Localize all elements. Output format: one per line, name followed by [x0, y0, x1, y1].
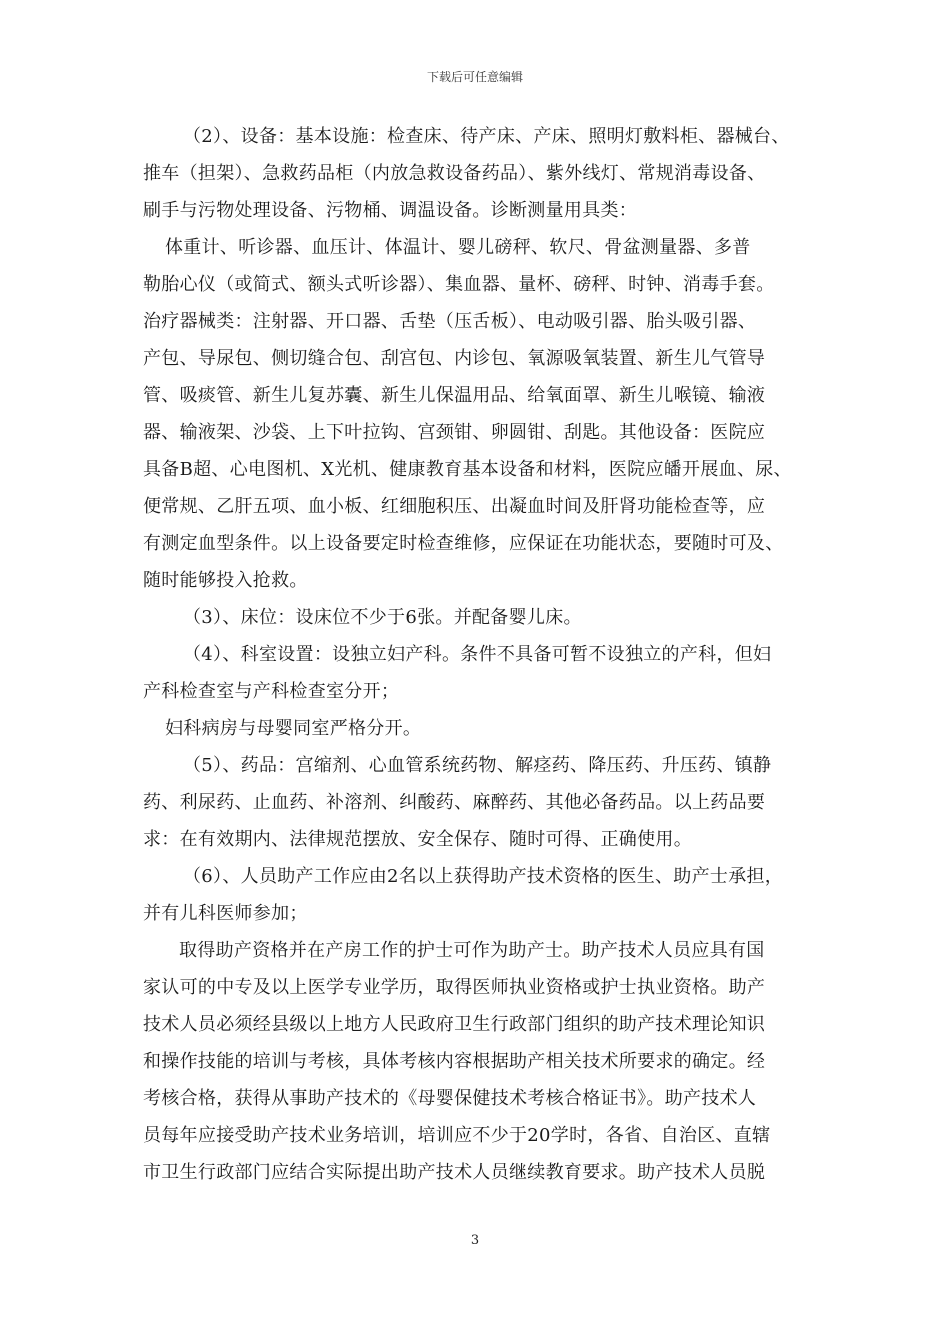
paragraph-line: 考核合格，获得从事助产技术的《母婴保健技术考核合格证书》。助产技术人: [143, 1088, 757, 1109]
paragraph-line: 体重计、听诊器、血压计、体温计、婴儿磅秤、软尺、骨盆测量器、多普: [165, 237, 751, 258]
paragraph-line: 求：在有效期内、法律规范摆放、安全保存、随时可得、正确使用。: [143, 829, 692, 850]
paragraph-line: 有测定血型条件。以上设备要定时检查维修，应保证在功能状态，要随时可及、: [143, 533, 784, 554]
header-note: 下载后可任意编辑: [426, 70, 523, 84]
paragraph-line: 推车（担架）、急救药品柜（内放急救设备药品）、紫外线灯、常规消毒设备、: [143, 163, 766, 184]
paragraph-line: （3）、床位：设床位不少于6张。并配备婴儿床。: [183, 607, 582, 628]
page-number: 3: [470, 1233, 480, 1248]
paragraph-line: 并有儿科医师参加；: [143, 903, 308, 924]
paragraph-line: （5）、药品：宫缩剂、心血管系统药物、解痉药、降压药、升压药、镇静: [183, 755, 772, 776]
paragraph-line: 产包、导尿包、侧切缝合包、刮宫包、内诊包、氧源吸氧装置、新生儿气管导: [143, 348, 766, 369]
paragraph-line: 随时能够投入抢救。: [143, 570, 308, 591]
paragraph-line: （6）、人员助产工作应由2名以上获得助产技术资格的医生、助产士承担，: [183, 866, 784, 887]
paragraph-line: 市卫生行政部门应结合实际提出助产技术人员继续教育要求。助产技术人员脱: [143, 1162, 766, 1183]
paragraph-line: 妇科病房与母婴同室严格分开。: [165, 718, 422, 739]
paragraph-line: 产科检查室与产科检查室分开；: [143, 681, 400, 702]
paragraph-line: （4）、科室设置：设独立妇产科。条件不具备可暂不设独立的产科，但妇: [183, 644, 772, 665]
paragraph-line: 器、输液架、沙袋、上下叶拉钩、宫颈钳、卵圆钳、刮匙。其他设备：医院应: [143, 422, 766, 443]
paragraph-line: 便常规、乙肝五项、血小板、红细胞积压、出凝血时间及肝肾功能检查等，应: [143, 496, 766, 517]
paragraph-line: 刷手与污物处理设备、污物桶、调温设备。诊断测量用具类：: [143, 200, 638, 221]
paragraph-line: 管、吸痰管、新生儿复苏囊、新生儿保温用品、给氧面罩、新生儿喉镜、输液: [143, 385, 766, 406]
paragraph-line: 和操作技能的培训与考核，具体考核内容根据助产相关技术所要求的确定。经: [143, 1051, 766, 1072]
paragraph-line: 技术人员必须经县级以上地方人民政府卫生行政部门组织的助产技术理论知识: [143, 1014, 766, 1035]
paragraph-line: 家认可的中专及以上医学专业学历，取得医师执业资格或护士执业资格。助产: [143, 977, 766, 998]
paragraph-line: （2）、设备：基本设施：检查床、待产床、产床、照明灯敷料柜、器械台、: [183, 126, 790, 147]
paragraph-line: 取得助产资格并在产房工作的护士可作为助产士。助产技术人员应具有国: [179, 940, 765, 961]
document-body: [143, 118, 813, 1191]
paragraph-line: 勒胎心仪（或简式、额头式听诊器）、集血器、量杯、磅秤、时钟、消毒手套。: [143, 274, 775, 295]
paragraph-line: 具备B超、心电图机、X光机、健康教育基本设备和材料，医院应皤开展血、尿、: [143, 459, 792, 480]
paragraph-line: 治疗器械类：注射器、开口器、舌垫（压舌板）、电动吸引器、胎头吸引器、: [143, 311, 757, 332]
paragraph-line: 员每年应接受助产技术业务培训，培训应不少于20学时，各省、自治区、直辖: [143, 1125, 771, 1146]
paragraph-line: 药、利尿药、止血药、补溶剂、纠酸药、麻醉药、其他必备药品。以上药品要: [143, 792, 766, 813]
